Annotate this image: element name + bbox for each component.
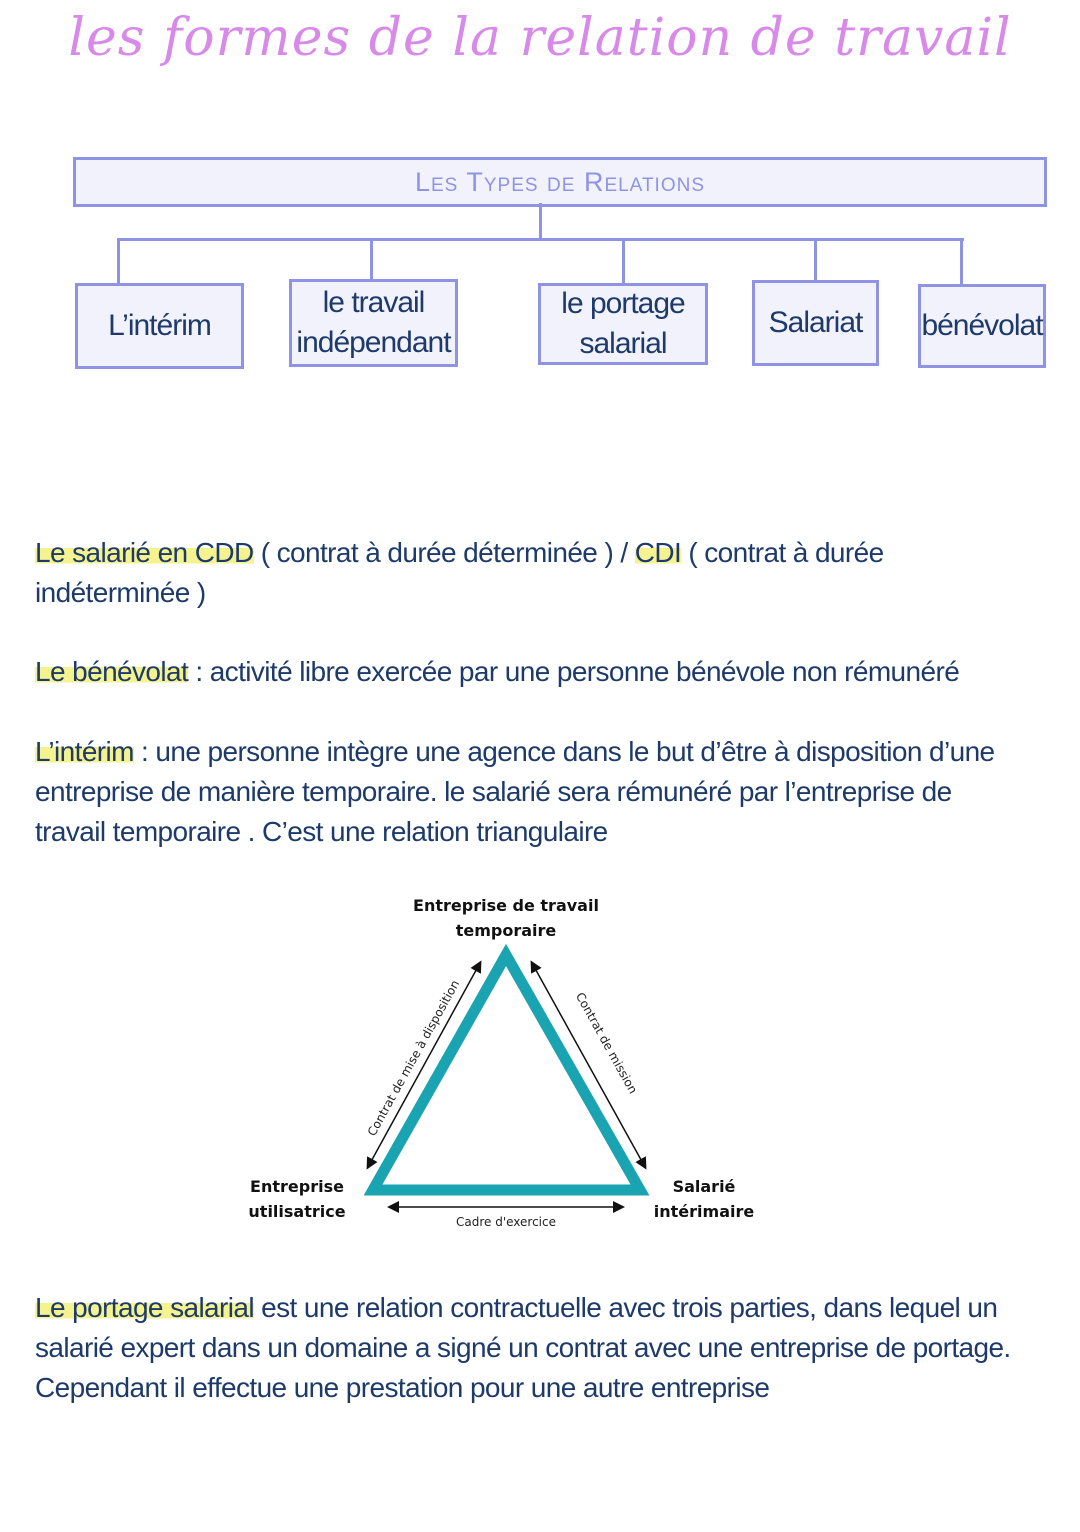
term-cdi: CDI <box>634 537 682 568</box>
node-right-label: Salarié <box>672 1177 736 1196</box>
type-box-interim: L’intérim <box>75 283 244 369</box>
connector <box>117 238 120 284</box>
node-top-label: Entreprise de travail <box>413 896 599 915</box>
triangular-relation-diagram <box>230 885 790 1235</box>
term-portage-salarial: Le portage salarial <box>35 1292 254 1323</box>
connector <box>814 238 817 281</box>
node-top-label: temporaire <box>455 921 557 940</box>
term-benevolat: Le bénévolat <box>35 656 189 687</box>
paragraph-cdd-cdi <box>35 533 935 613</box>
text: : une personne intègre une agence dans le but d’être à disposition d’une entreprise de manière temporaire. le salarié sera rémunéré par l’entreprise de travail temporaire . C’est une relation triangulaire <box>35 736 995 847</box>
type-box-benevolat: bénévolat <box>918 284 1046 368</box>
edge-left-label: Contrat de mise à disposition <box>364 977 463 1139</box>
connector <box>622 238 625 284</box>
paragraph-portage-salarial <box>35 1288 1040 1408</box>
node-left-label: Entreprise <box>250 1177 344 1196</box>
text: : activité libre exercée par une personne bénévole non rémunéré <box>188 656 960 687</box>
text: ( contrat à durée indéterminée ) <box>35 537 884 608</box>
edge-bottom-label: Cadre d'exercice <box>455 1215 557 1229</box>
connector <box>539 203 542 241</box>
text: est une relation contractuelle avec trois parties, dans lequel un salarié expert dans un domaine a signé un contrat avec une entreprise de portage. Cependant il effectue une prestation pour une autre entreprise <box>35 1292 1011 1403</box>
arrow-right-edge <box>532 963 645 1167</box>
term-cdd: Le salarié en CDD <box>35 537 254 568</box>
node-right-label: intérimaire <box>653 1202 755 1221</box>
diagram-header: Les Types de Relations <box>73 157 1047 207</box>
connector <box>960 238 963 285</box>
connector <box>117 238 964 241</box>
type-box-salariat: Salariat <box>752 280 879 366</box>
edge-right-label: Contrat de mission <box>572 990 641 1097</box>
paragraph-benevolat <box>35 652 1045 692</box>
type-box-portage-salarial: le portage salarial <box>538 283 708 365</box>
page-title: les formes de la relation de travail <box>68 8 1012 68</box>
text: ( contrat à durée déterminée ) / <box>253 537 635 568</box>
connector <box>370 238 373 280</box>
type-box-travail-independant: le travail indépendant <box>289 279 458 367</box>
node-left-label: utilisatrice <box>248 1202 346 1221</box>
paragraph-interim <box>35 732 1025 852</box>
term-interim: L’intérim <box>35 736 134 767</box>
arrow-left-edge <box>368 963 480 1167</box>
